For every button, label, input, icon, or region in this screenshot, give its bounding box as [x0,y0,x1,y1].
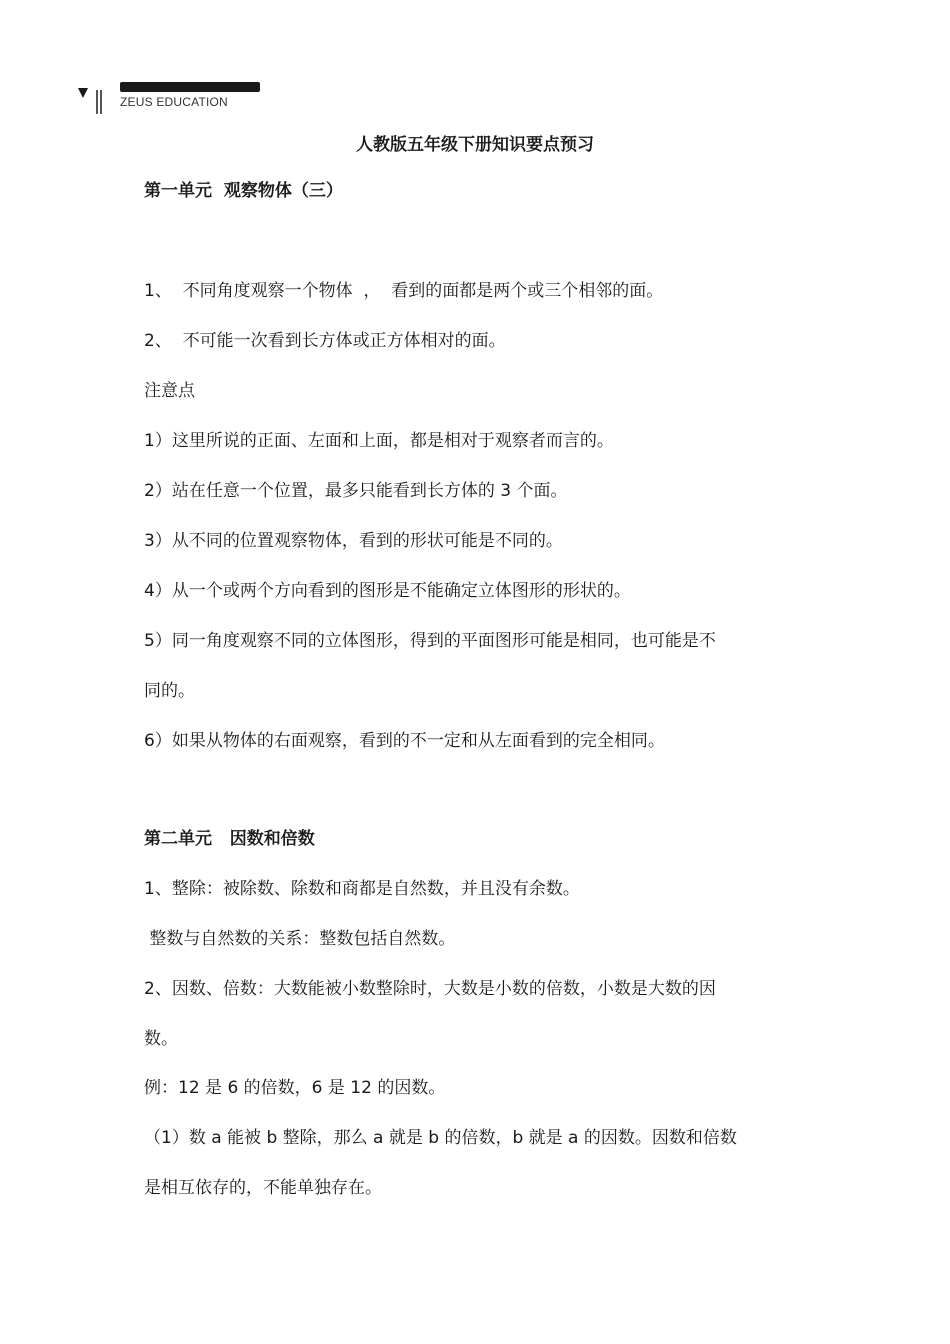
logo-wordmark-icon [120,82,260,92]
paragraph-line: 2、因数、倍数：大数能被小数整除时，大数是小数的倍数，小数是大数的因 [144,979,716,999]
paragraph-line: 3）从不同的位置观察物体，看到的形状可能是不同的。 [144,531,563,551]
paragraph-line: 2、 不可能一次看到长方体或正方体相对的面。 [144,331,506,351]
paragraph-line: 例：12 是 6 的倍数，6 是 12 的因数。 [144,1078,446,1098]
paragraph-line: 整数与自然数的关系：整数包括自然数。 [144,929,456,949]
document-title: 人教版五年级下册知识要点预习 [356,135,594,155]
logo-mark-icon [78,82,108,116]
paragraph-line: 同的。 [144,681,195,701]
paragraph-line: 2）站在任意一个位置，最多只能看到长方体的 3 个面。 [144,481,568,501]
logo [78,82,248,118]
section-heading-unit-1: 第一单元 观察物体（三） [144,181,343,201]
section-heading-unit-2: 第二单元 因数和倍数 [144,829,315,849]
paragraph-line: 1）这里所说的正面、左面和上面，都是相对于观察者而言的。 [144,431,614,451]
logo-text: ZEUS EDUCATION [120,95,228,109]
paragraph-line: 数。 [144,1029,178,1049]
paragraph-line: 注意点 [144,381,195,401]
paragraph-line: 5）同一角度观察不同的立体图形，得到的平面图形可能是相同，也可能是不 [144,631,716,651]
paragraph-line: 1、 不同角度观察一个物体 ， 看到的面都是两个或三个相邻的面。 [144,281,664,301]
paragraph-line: 6）如果从物体的右面观察，看到的不一定和从左面看到的完全相同。 [144,731,665,751]
paragraph-line: 4）从一个或两个方向看到的图形是不能确定立体图形的形状的。 [144,581,631,601]
paragraph-line: （1）数 a 能被 b 整除，那么 a 就是 b 的倍数，b 就是 a 的因数。因数和倍数 [144,1128,737,1148]
paragraph-line: 1、整除：被除数、除数和商都是自然数，并且没有余数。 [144,879,580,899]
paragraph-line: 是相互依存的，不能单独存在。 [144,1178,382,1198]
